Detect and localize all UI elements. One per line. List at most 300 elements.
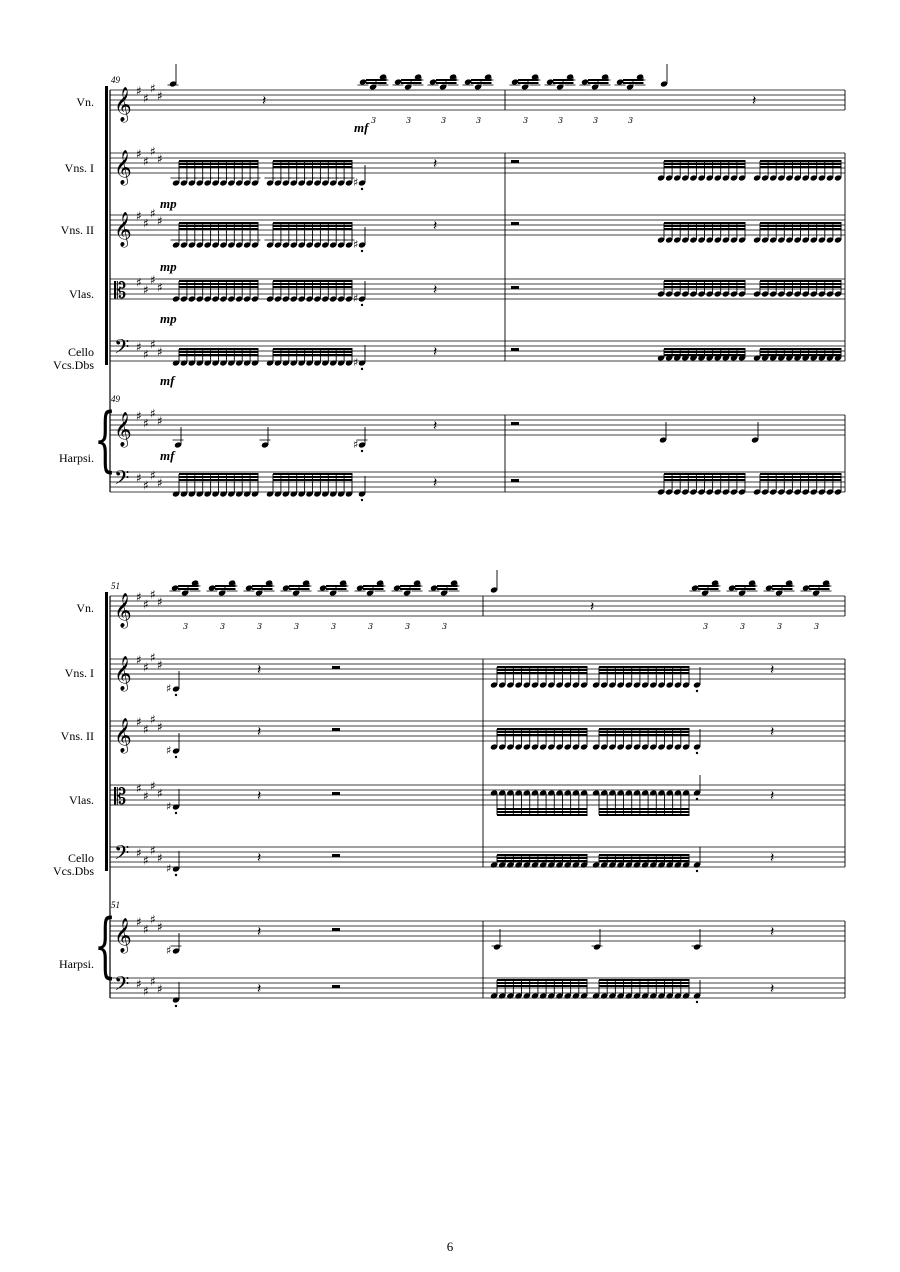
beam bbox=[215, 585, 236, 587]
sharp-sign: ♯ bbox=[157, 89, 163, 103]
beam bbox=[401, 82, 422, 84]
sharp-sign: ♯ bbox=[157, 786, 163, 801]
dynamic-violas: mp bbox=[160, 311, 177, 326]
half-rest bbox=[511, 348, 519, 351]
sharp-sign: ♯ bbox=[157, 152, 163, 166]
treble-clef: 𝄞 bbox=[114, 412, 132, 447]
sharp-sign: ♯ bbox=[157, 214, 163, 228]
beam bbox=[497, 734, 588, 736]
beam bbox=[623, 82, 644, 84]
sharp-sign: ♯ bbox=[353, 292, 359, 305]
beam bbox=[179, 280, 259, 282]
triplet-mark: 3 bbox=[593, 116, 599, 125]
beam bbox=[179, 222, 259, 224]
sharp-sign: ♯ bbox=[136, 653, 142, 667]
beam bbox=[437, 585, 458, 587]
quarter-rest: 𝄽 bbox=[433, 418, 438, 434]
sharp-sign: ♯ bbox=[157, 658, 163, 672]
instrument-label-harpsichord: Harpsi. bbox=[59, 957, 94, 971]
beam bbox=[760, 476, 842, 478]
staccato-dot bbox=[361, 450, 363, 452]
beam bbox=[273, 222, 353, 224]
instrument-label-cellos-basses: Cello Vcs.Dbs bbox=[53, 345, 94, 372]
quarter-rest: 𝄽 bbox=[257, 662, 262, 678]
beam bbox=[179, 163, 259, 165]
staff bbox=[110, 596, 845, 616]
beam bbox=[497, 985, 588, 987]
triplet-mark: 3 bbox=[558, 116, 564, 125]
sharp-sign: ♯ bbox=[150, 587, 156, 602]
treble-clef: 𝄞 bbox=[114, 918, 132, 953]
brace: { bbox=[94, 905, 117, 987]
triplet-mark: 3 bbox=[441, 116, 447, 125]
sharp-sign: ♯ bbox=[136, 781, 142, 796]
beam bbox=[599, 982, 690, 984]
beam bbox=[588, 79, 609, 81]
triplet-mark: 3 bbox=[442, 622, 448, 631]
beam bbox=[698, 588, 719, 590]
sharp-sign: ♯ bbox=[136, 409, 142, 423]
beam bbox=[179, 348, 259, 350]
sharp-sign: ♯ bbox=[157, 720, 163, 734]
sharp-sign: ♯ bbox=[136, 471, 142, 485]
beam bbox=[735, 588, 756, 590]
beam bbox=[664, 354, 746, 356]
sharp-sign: ♯ bbox=[143, 91, 149, 106]
beam bbox=[273, 348, 353, 350]
staccato-dot bbox=[696, 1001, 698, 1003]
treble-clef: 𝄞 bbox=[114, 593, 132, 628]
beam bbox=[437, 588, 458, 590]
beam bbox=[179, 473, 259, 475]
beam bbox=[599, 808, 690, 810]
beam bbox=[366, 79, 387, 81]
beam bbox=[366, 82, 387, 84]
beam bbox=[599, 731, 690, 733]
beam bbox=[664, 348, 746, 350]
page-number: 6 bbox=[446, 1239, 454, 1254]
beam bbox=[664, 163, 746, 165]
staccato-dot bbox=[361, 499, 363, 501]
beam bbox=[518, 79, 539, 81]
beam bbox=[664, 286, 746, 288]
triplet-mark: 3 bbox=[476, 116, 482, 125]
triplet-mark: 3 bbox=[257, 622, 263, 631]
staccato-dot bbox=[175, 812, 177, 814]
beam bbox=[760, 222, 842, 224]
sharp-sign: ♯ bbox=[143, 154, 149, 169]
alto-clef: 𝄡 bbox=[114, 785, 127, 810]
beam bbox=[599, 985, 690, 987]
quarter-rest: 𝄽 bbox=[257, 924, 262, 940]
beam bbox=[760, 351, 842, 353]
beam bbox=[760, 354, 842, 356]
triplet-mark: 3 bbox=[405, 622, 411, 631]
sharp-sign: ♯ bbox=[143, 478, 149, 493]
sharp-sign: ♯ bbox=[150, 712, 156, 727]
instrument-label-violins-2: Vns. II bbox=[60, 223, 94, 237]
dynamic-violin-solo: mf bbox=[354, 120, 369, 135]
bass-clef: 𝄢 bbox=[114, 972, 130, 1000]
triplet-mark: 3 bbox=[777, 622, 783, 631]
beam bbox=[735, 585, 756, 587]
triplet-mark: 3 bbox=[406, 116, 412, 125]
beam bbox=[497, 857, 588, 859]
beam bbox=[179, 283, 259, 285]
sharp-sign: ♯ bbox=[166, 862, 172, 875]
instrument-label-violin-solo: Vn. bbox=[76, 95, 94, 109]
beam bbox=[178, 585, 199, 587]
sharp-sign: ♯ bbox=[136, 209, 142, 223]
staccato-dot bbox=[696, 752, 698, 754]
sharp-sign: ♯ bbox=[143, 216, 149, 231]
beam bbox=[664, 283, 746, 285]
beam bbox=[289, 588, 310, 590]
beam bbox=[497, 860, 588, 862]
staff bbox=[110, 785, 845, 805]
measure-number-harpsichord: 51 bbox=[111, 900, 120, 910]
instrument-label-cellos-basses: Cello Vcs.Dbs bbox=[53, 851, 94, 878]
half-rest bbox=[332, 728, 340, 731]
beam bbox=[289, 585, 310, 587]
half-rest bbox=[332, 792, 340, 795]
beam bbox=[400, 588, 421, 590]
beam bbox=[401, 79, 422, 81]
sharp-sign: ♯ bbox=[136, 275, 142, 290]
dynamic-harpsichord: mf bbox=[160, 448, 175, 463]
beam bbox=[599, 666, 690, 668]
sharp-sign: ♯ bbox=[150, 81, 156, 96]
beam bbox=[760, 225, 842, 227]
half-rest bbox=[511, 160, 519, 163]
half-rest bbox=[511, 222, 519, 225]
staff bbox=[110, 921, 845, 941]
treble-clef: 𝄞 bbox=[114, 656, 132, 691]
staccato-dot bbox=[696, 798, 698, 800]
staccato-dot bbox=[175, 694, 177, 696]
beam bbox=[599, 854, 690, 856]
beam bbox=[273, 354, 353, 356]
half-rest bbox=[511, 286, 519, 289]
beam bbox=[497, 808, 588, 810]
instrument-label-violins-1: Vns. I bbox=[64, 666, 94, 680]
beam bbox=[588, 82, 609, 84]
beam bbox=[179, 286, 259, 288]
sharp-sign: ♯ bbox=[166, 800, 172, 813]
beam bbox=[273, 228, 353, 230]
staff bbox=[110, 721, 845, 741]
sharp-sign: ♯ bbox=[136, 340, 142, 354]
beam bbox=[599, 979, 690, 981]
half-rest bbox=[332, 666, 340, 669]
triplet-mark: 3 bbox=[331, 622, 337, 631]
beam bbox=[179, 225, 259, 227]
quarter-rest: 𝄽 bbox=[770, 924, 775, 940]
beam bbox=[273, 479, 353, 481]
beam bbox=[760, 283, 842, 285]
half-rest bbox=[332, 854, 340, 857]
beam bbox=[664, 479, 746, 481]
treble-clef: 𝄞 bbox=[114, 150, 132, 185]
beam bbox=[273, 225, 353, 227]
beam bbox=[471, 82, 492, 84]
quarter-rest: 𝄽 bbox=[770, 850, 775, 866]
beam bbox=[179, 476, 259, 478]
quarter-rest: 𝄽 bbox=[770, 788, 775, 804]
beam bbox=[273, 160, 353, 162]
beam bbox=[497, 728, 588, 730]
beam bbox=[497, 814, 588, 816]
quarter-rest: 𝄽 bbox=[433, 344, 438, 360]
beam bbox=[178, 588, 199, 590]
beam bbox=[497, 672, 588, 674]
quarter-rest: 𝄽 bbox=[752, 93, 757, 109]
beam bbox=[497, 731, 588, 733]
sharp-sign: ♯ bbox=[166, 744, 172, 757]
beam bbox=[664, 351, 746, 353]
beam bbox=[664, 225, 746, 227]
bass-clef: 𝄢 bbox=[114, 466, 130, 494]
beam bbox=[664, 228, 746, 230]
treble-clef: 𝄞 bbox=[114, 87, 132, 122]
beam bbox=[497, 979, 588, 981]
staccato-dot bbox=[696, 870, 698, 872]
sharp-sign: ♯ bbox=[353, 176, 359, 189]
beam bbox=[363, 588, 384, 590]
staff bbox=[110, 659, 845, 679]
sharp-sign: ♯ bbox=[150, 406, 156, 421]
staccato-dot bbox=[175, 1005, 177, 1007]
beam bbox=[179, 354, 259, 356]
beam bbox=[809, 588, 830, 590]
beam bbox=[179, 351, 259, 353]
beam bbox=[215, 588, 236, 590]
sharp-sign: ♯ bbox=[150, 273, 156, 287]
beam bbox=[326, 585, 347, 587]
sharp-sign: ♯ bbox=[143, 283, 149, 297]
beam bbox=[436, 82, 457, 84]
staccato-dot bbox=[361, 368, 363, 370]
beam bbox=[760, 280, 842, 282]
beam bbox=[179, 160, 259, 162]
triplet-mark: 3 bbox=[368, 622, 374, 631]
beam bbox=[363, 585, 384, 587]
quarter-rest: 𝄽 bbox=[433, 218, 438, 234]
beam bbox=[760, 160, 842, 162]
sharp-sign: ♯ bbox=[143, 722, 149, 737]
sharp-sign: ♯ bbox=[136, 846, 142, 860]
beam bbox=[497, 982, 588, 984]
staccato-dot bbox=[361, 188, 363, 190]
quarter-rest: 𝄽 bbox=[257, 850, 262, 866]
beam bbox=[599, 672, 690, 674]
measure-number-harpsichord: 49 bbox=[111, 394, 120, 404]
note bbox=[616, 78, 624, 85]
beam bbox=[599, 860, 690, 862]
triplet-mark: 3 bbox=[814, 622, 820, 631]
beam bbox=[760, 228, 842, 230]
sharp-sign: ♯ bbox=[136, 590, 142, 604]
quarter-rest: 𝄽 bbox=[590, 599, 595, 615]
beam bbox=[760, 286, 842, 288]
beam bbox=[664, 476, 746, 478]
triplet-mark: 3 bbox=[220, 622, 226, 631]
beam bbox=[497, 811, 588, 813]
beam bbox=[273, 473, 353, 475]
sharp-sign: ♯ bbox=[143, 347, 149, 362]
beam bbox=[760, 166, 842, 168]
instrument-label-violins-1: Vns. I bbox=[64, 161, 94, 175]
note bbox=[546, 78, 554, 85]
sharp-sign: ♯ bbox=[157, 280, 163, 295]
sharp-sign: ♯ bbox=[143, 853, 149, 868]
beam bbox=[599, 814, 690, 816]
sharp-sign: ♯ bbox=[143, 984, 149, 999]
instrument-label-harpsichord: Harpsi. bbox=[59, 451, 94, 465]
quarter-rest: 𝄽 bbox=[770, 981, 775, 997]
quarter-rest: 𝄽 bbox=[770, 724, 775, 740]
sharp-sign: ♯ bbox=[150, 650, 156, 665]
beam bbox=[273, 166, 353, 168]
beam bbox=[497, 666, 588, 668]
beam bbox=[809, 585, 830, 587]
instrument-label-violins-2: Vns. II bbox=[60, 729, 94, 743]
beam bbox=[273, 476, 353, 478]
sharp-sign: ♯ bbox=[150, 206, 156, 221]
beam bbox=[518, 82, 539, 84]
triplet-mark: 3 bbox=[703, 622, 709, 631]
sharp-sign: ♯ bbox=[150, 779, 156, 793]
sharp-sign: ♯ bbox=[143, 597, 149, 612]
sharp-sign: ♯ bbox=[136, 84, 142, 98]
sharp-sign: ♯ bbox=[150, 468, 156, 483]
staccato-dot bbox=[361, 250, 363, 252]
note bbox=[581, 78, 589, 85]
triplet-mark: 3 bbox=[294, 622, 300, 631]
beam bbox=[599, 669, 690, 671]
sharp-sign: ♯ bbox=[143, 922, 149, 937]
staccato-dot bbox=[175, 874, 177, 876]
beam bbox=[623, 79, 644, 81]
beam bbox=[599, 728, 690, 730]
beam bbox=[436, 79, 457, 81]
sharp-sign: ♯ bbox=[150, 144, 156, 159]
triplet-mark: 3 bbox=[740, 622, 746, 631]
sharp-sign: ♯ bbox=[353, 238, 359, 251]
sharp-sign: ♯ bbox=[157, 851, 163, 865]
beam bbox=[252, 588, 273, 590]
triplet-mark: 3 bbox=[628, 116, 634, 125]
beam bbox=[273, 283, 353, 285]
sharp-sign: ♯ bbox=[150, 337, 156, 352]
bass-clef: 𝄢 bbox=[114, 841, 130, 869]
beam bbox=[760, 348, 842, 350]
triplet-mark: 3 bbox=[183, 622, 189, 631]
beam bbox=[698, 585, 719, 587]
beam bbox=[273, 351, 353, 353]
triplet-mark: 3 bbox=[523, 116, 529, 125]
sharp-sign: ♯ bbox=[136, 147, 142, 161]
beam bbox=[273, 163, 353, 165]
beam bbox=[273, 280, 353, 282]
sharp-sign: ♯ bbox=[157, 595, 163, 609]
beam bbox=[664, 166, 746, 168]
triplet-mark: 3 bbox=[371, 116, 377, 125]
staff bbox=[110, 415, 845, 435]
instrument-label-violas: Vlas. bbox=[69, 287, 94, 301]
dynamic-violins-1: mp bbox=[160, 196, 177, 211]
staccato-dot bbox=[175, 756, 177, 758]
instrument-label-violas: Vlas. bbox=[69, 793, 94, 807]
sharp-sign: ♯ bbox=[136, 977, 142, 991]
staff bbox=[110, 90, 845, 110]
beam bbox=[252, 585, 273, 587]
beam bbox=[179, 166, 259, 168]
beam bbox=[179, 228, 259, 230]
beam bbox=[664, 280, 746, 282]
sharp-sign: ♯ bbox=[136, 915, 142, 929]
beam bbox=[599, 811, 690, 813]
beam bbox=[760, 473, 842, 475]
quarter-rest: 𝄽 bbox=[257, 981, 262, 997]
quarter-rest: 𝄽 bbox=[433, 156, 438, 172]
sharp-sign: ♯ bbox=[157, 982, 163, 996]
dynamic-cellos: mf bbox=[160, 373, 175, 388]
alto-clef: 𝄡 bbox=[114, 279, 127, 304]
quarter-rest: 𝄽 bbox=[770, 662, 775, 678]
beam bbox=[326, 588, 347, 590]
treble-clef: 𝄞 bbox=[114, 718, 132, 753]
sharp-sign: ♯ bbox=[166, 944, 172, 957]
beam bbox=[664, 222, 746, 224]
beam bbox=[400, 585, 421, 587]
half-rest bbox=[511, 422, 519, 425]
sharp-sign: ♯ bbox=[143, 660, 149, 675]
beam bbox=[599, 734, 690, 736]
beam bbox=[772, 588, 793, 590]
dynamic-violins-2: mp bbox=[160, 259, 177, 274]
staff bbox=[110, 847, 845, 867]
sharp-sign: ♯ bbox=[157, 345, 163, 359]
quarter-rest: 𝄽 bbox=[257, 788, 262, 804]
sharp-sign: ♯ bbox=[157, 920, 163, 934]
beam bbox=[664, 160, 746, 162]
bass-clef: 𝄢 bbox=[114, 335, 130, 363]
beam bbox=[760, 479, 842, 481]
beam bbox=[179, 479, 259, 481]
treble-clef: 𝄞 bbox=[114, 212, 132, 247]
half-rest bbox=[332, 985, 340, 988]
half-rest bbox=[332, 928, 340, 931]
beam bbox=[760, 163, 842, 165]
beam bbox=[772, 585, 793, 587]
brace: { bbox=[94, 399, 117, 481]
measure-number: 51 bbox=[111, 581, 120, 591]
sharp-sign: ♯ bbox=[150, 974, 156, 989]
half-rest bbox=[511, 479, 519, 482]
beam bbox=[553, 82, 574, 84]
measure-number: 49 bbox=[111, 75, 120, 85]
beam bbox=[599, 857, 690, 859]
bracket bbox=[105, 86, 108, 365]
beam bbox=[497, 669, 588, 671]
sharp-sign: ♯ bbox=[143, 416, 149, 431]
beam bbox=[553, 79, 574, 81]
bracket bbox=[105, 592, 108, 871]
sharp-sign: ♯ bbox=[150, 912, 156, 927]
sharp-sign: ♯ bbox=[166, 682, 172, 695]
beam bbox=[497, 854, 588, 856]
